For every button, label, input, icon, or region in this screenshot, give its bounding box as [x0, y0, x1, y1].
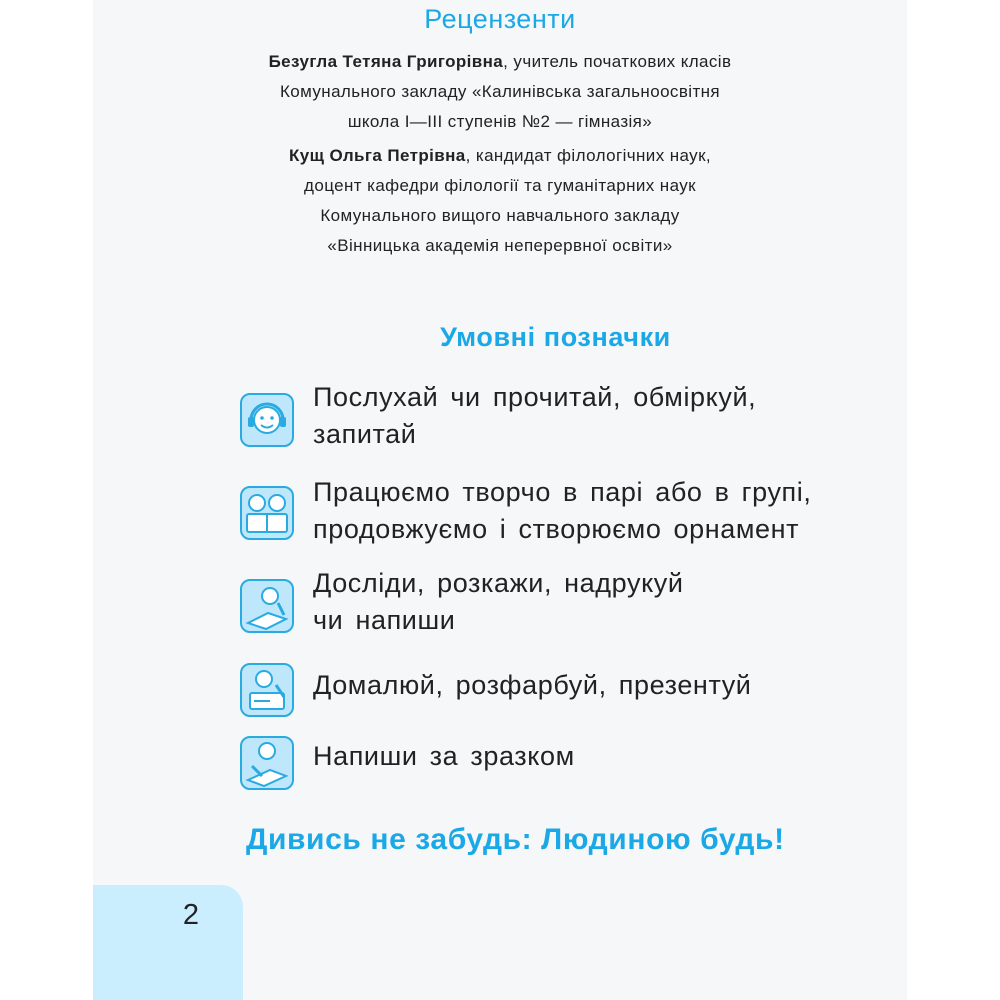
reviewer-name: Кущ Ольга Петрівна: [288, 146, 466, 165]
legend-text: Досліди, розкажи, надрукуй чи напиши: [313, 568, 684, 635]
reviewer-line: Кущ Ольга Петрівна, кандидат філологічних наук,: [288, 146, 712, 165]
draw-color-icon: [240, 663, 294, 717]
write-sample-icon: [240, 736, 294, 790]
legend-text: Домалюй, розфарбуй, презентуй: [313, 670, 752, 700]
reviewer-line: Безугла Тетяна Григорівна, учитель початкових класів: [268, 52, 732, 71]
legend-text: Послухай чи прочитай, обміркуй, запитай: [313, 382, 757, 449]
reviewer-line: школа І—ІІІ ступенів №2 — гімназія»: [347, 112, 653, 131]
reviewer-line: доцент кафедри філології та гуманітарних наук: [304, 176, 696, 195]
legend-text: Працюємо творчо в парі або в групі, продовжуємо і створюємо орнамент: [313, 477, 812, 544]
reviewer-line: Комунального вищого навчального закладу: [320, 206, 680, 225]
reviewer-entry: [0, 47, 1000, 137]
reviewers-title: Рецензенти: [424, 4, 576, 34]
legend-text: Напиши за зразком: [313, 741, 575, 771]
motto: Дивись не забудь: Людиною будь!: [246, 823, 785, 856]
legend-title: Умовні позначки: [440, 322, 671, 352]
pair-work-icon: [240, 486, 294, 540]
reviewer-name: Безугла Тетяна Григорівна: [268, 52, 504, 71]
reviewer-entry: [0, 141, 1000, 261]
headphones-listener-icon: [240, 393, 294, 447]
research-write-icon: [240, 579, 294, 633]
reviewer-line: «Вінницька академія неперервної освіти»: [327, 236, 673, 255]
reviewer-line: Комунального закладу «Калинівська загальноосвітня: [279, 82, 721, 101]
page-number: 2: [182, 899, 200, 931]
page-number-tab: [93, 885, 243, 1000]
